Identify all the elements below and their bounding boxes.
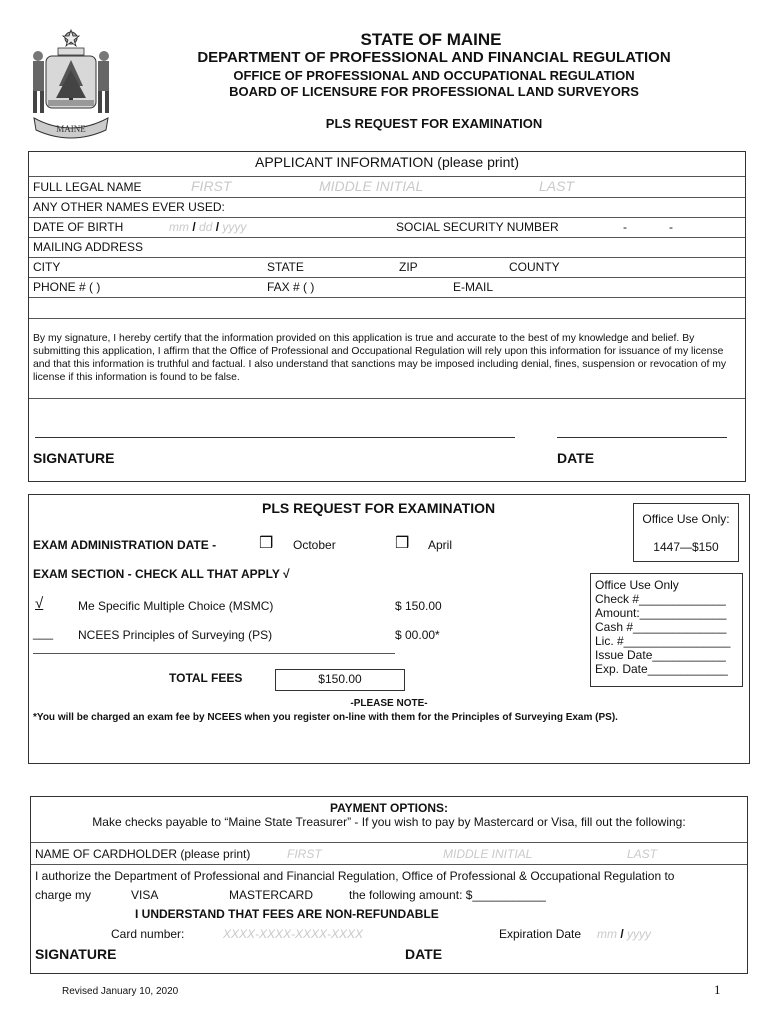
last-name-input[interactable]: LAST — [539, 178, 575, 194]
dob-yyyy: yyyy — [222, 220, 247, 234]
cash-number-line: Cash #______________ — [595, 620, 727, 634]
date-line[interactable] — [557, 437, 727, 438]
office-use-box — [633, 503, 739, 562]
mailing-address-label: MAILING ADDRESS — [33, 240, 144, 254]
payment-signature-label: SIGNATURE — [35, 946, 117, 962]
october-checkbox[interactable]: ❒ — [259, 535, 274, 552]
april-checkbox[interactable]: ❒ — [395, 535, 410, 552]
expiration-label: Expiration Date — [499, 927, 582, 941]
check-number-line: Check #_____________ — [595, 592, 726, 606]
full-name-label: FULL LEGAL NAME — [33, 180, 142, 194]
header-board: BOARD OF LICENSURE FOR PROFESSIONAL LAND SURVEYORS — [229, 84, 639, 99]
payment-instructions: Make checks payable to “Maine State Treasurer” - If you wish to pay by Mastercard or Visa, fill out the following: — [92, 815, 686, 829]
state-label: STATE — [267, 260, 304, 274]
payment-title: PAYMENT OPTIONS: — [329, 801, 448, 815]
charge-amount-field[interactable]: the following amount: $___________ — [349, 888, 546, 902]
msmc-fee: $ 150.00 — [395, 599, 442, 613]
county-label: COUNTY — [509, 260, 560, 274]
signature-line[interactable] — [35, 437, 515, 438]
exp-yyyy: yyyy — [627, 927, 652, 941]
signature-label: SIGNATURE — [33, 450, 115, 466]
payment-date-label: DATE — [405, 946, 443, 962]
header-department: DEPARTMENT OF PROFESSIONAL AND FINANCIAL REGULATION — [197, 49, 671, 66]
form-title: PLS REQUEST FOR EXAMINATION — [325, 116, 543, 131]
ps-check-blank[interactable]: ___ — [33, 626, 54, 640]
card-number-label: Card number: — [111, 927, 185, 941]
cardholder-first-input[interactable]: FIRST — [287, 847, 322, 861]
exp-slash: / — [620, 927, 624, 941]
header-office: OFFICE OF PROFESSIONAL AND OCCUPATIONAL REGULATION — [233, 68, 635, 83]
dob-mm: mm — [169, 220, 189, 234]
applicant-section-title: APPLICANT INFORMATION (please print) — [255, 154, 519, 170]
ssn-dash: - — [669, 220, 673, 234]
authorize-text: I authorize the Department of Professional and Financial Regulation, Office of Professional & Occupational Regulation to — [35, 869, 675, 883]
ssn-label: SOCIAL SECURITY NUMBER — [396, 220, 559, 234]
admin-date-label: EXAM ADMINISTRATION DATE - — [33, 538, 217, 552]
email-label: E-MAIL — [453, 280, 494, 294]
office-use-only-label: Office Use Only — [595, 578, 679, 592]
dob-label: DATE OF BIRTH — [33, 220, 124, 234]
total-fees-value[interactable]: $150.00 — [275, 669, 405, 691]
amount-line: Amount:_____________ — [595, 606, 727, 620]
ssn-dash: - — [623, 220, 627, 234]
payment-options-section — [30, 796, 748, 974]
issue-date-line: Issue Date___________ — [595, 648, 726, 662]
cardholder-label: NAME OF CARDHOLDER (please print) — [35, 847, 251, 861]
msmc-check-mark[interactable]: √ — [35, 595, 44, 612]
phone-label: PHONE # ( ) — [33, 280, 101, 294]
ncees-note: *You will be charged an exam fee by NCEES when you register on-line with them for the Principles of Surveying Exam (PS). — [33, 712, 618, 723]
office-use-detail-box — [590, 573, 743, 687]
dob-input[interactable] — [169, 220, 246, 234]
exp-mm: mm — [597, 927, 617, 941]
applicant-info-section — [28, 151, 746, 482]
card-number-input[interactable]: XXXX-XXXX-XXXX-XXXX — [223, 927, 364, 941]
non-refundable-notice: I UNDERSTAND THAT FEES ARE NON-REFUNDABLE — [135, 907, 439, 921]
date-label: DATE — [557, 450, 595, 466]
city-label: CITY — [33, 260, 61, 274]
expiration-input[interactable] — [597, 927, 651, 941]
exam-section-label: EXAM SECTION - CHECK ALL THAT APPLY √ — [33, 567, 290, 581]
header-state: STATE OF MAINE — [360, 30, 502, 49]
fax-label: FAX # ( ) — [267, 280, 315, 294]
first-name-input[interactable]: FIRST — [191, 178, 232, 194]
office-use-label: Office Use Only: — [642, 512, 730, 526]
revised-date: Revised January 10, 2020 — [62, 986, 179, 997]
expiration-date-line: Exp. Date____________ — [595, 662, 728, 676]
total-fees-label: TOTAL FEES — [169, 671, 243, 685]
dob-dd: dd — [199, 220, 213, 234]
ps-fee: $ 00.00* — [395, 628, 440, 642]
office-use-code: 1447—$150 — [653, 540, 719, 554]
exam-section-title: PLS REQUEST FOR EXAMINATION — [262, 500, 496, 516]
visa-option[interactable]: VISA — [131, 888, 159, 902]
ps-label: NCEES Principles of Surveying (PS) — [78, 628, 273, 642]
october-label: October — [293, 538, 336, 552]
charge-my-label: charge my — [35, 888, 92, 902]
middle-initial-input[interactable]: MIDDLE INITIAL — [319, 178, 424, 194]
zip-label: ZIP — [399, 260, 418, 274]
license-number-line: Lic. #________________ — [595, 634, 731, 648]
fees-divider — [33, 653, 395, 654]
page-number: 1 — [714, 982, 721, 997]
please-note-title: -PLEASE NOTE- — [350, 698, 428, 709]
svg-text:MAINE: MAINE — [56, 124, 86, 134]
msmc-label: Me Specific Multiple Choice (MSMC) — [78, 599, 274, 613]
other-names-label: ANY OTHER NAMES EVER USED: — [33, 200, 225, 214]
dob-slash: / — [215, 220, 220, 234]
mastercard-option[interactable]: MASTERCARD — [229, 888, 314, 902]
certification-text: By my signature, I hereby certify that the information provided on this application is true and accurate to the best of my knowledge and belief. By submitting this application, I affirm that the Office of Professional and Occupational Regulation will rely upon this information for issuance of my license and that this information is truthful and factual. I also understand that sanctions may be imposed including denial, fines, suspension or revocation of my license if this information is found to be false. — [33, 333, 727, 383]
cardholder-last-input[interactable]: LAST — [627, 847, 658, 861]
dob-slash: / — [192, 220, 196, 234]
exam-request-section — [28, 494, 750, 764]
cardholder-middle-input[interactable]: MIDDLE INITIAL — [443, 847, 533, 861]
april-label: April — [428, 538, 453, 552]
